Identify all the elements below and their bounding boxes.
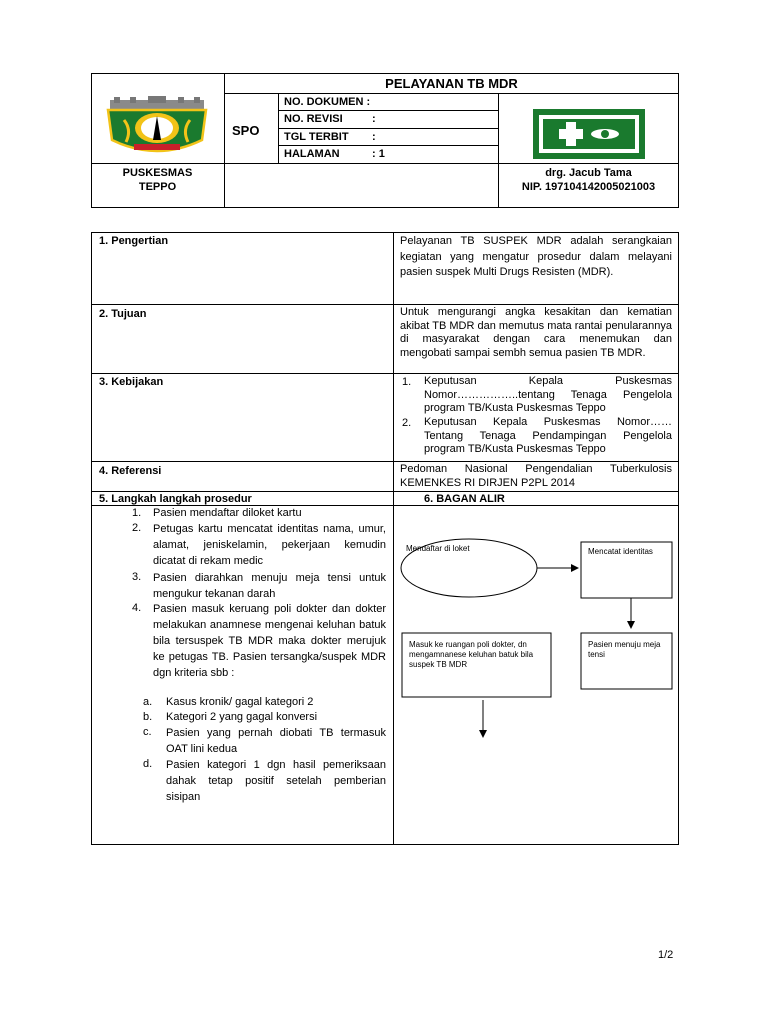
- label-langkah: 5. Langkah langkah prosedur: [99, 493, 252, 505]
- step-item: 2. Petugas kartu mencatat identitas nama, umur, alamat, jeniskelamin, pekerjaan kemudin dicatat di rekam medic: [132, 522, 386, 567]
- page-number: 1/2: [658, 949, 674, 961]
- criteria-item: d. Pasien kategori 1 dgn hasil pemeriksaan dahak tetap positif setelah pemberian sisipan: [143, 758, 386, 803]
- org-name: PUSKESMAS TEPPO: [122, 167, 193, 193]
- flow-label-tensi: Pasien menuju meja tensi: [588, 640, 661, 659]
- doc-field-halaman-value: : 1: [372, 148, 385, 160]
- page-title: PELAYANAN TB MDR: [385, 76, 518, 91]
- doc-field-revisi: NO. REVISI: [284, 113, 343, 125]
- step-item: 1. Pasien mendaftar diloket kartu: [132, 507, 302, 519]
- puskesmas-logo: [533, 109, 645, 159]
- step-item: 4. Pasien masuk keruang poli dokter dan dokter melakukan anamnese mengenai keluhan batuk bila tersuspek TB MDR maka dokter merujuk ke petugas TB. Pasien tersangka/suspek MDR dgn kriteria sbb :: [132, 602, 386, 679]
- criteria-item: a. Kasus kronik/ gagal kategori 2: [143, 696, 314, 708]
- signer-block: drg. Jacub Tama NIP. 197104142005021003: [521, 167, 656, 193]
- doc-field-revisi-value: :: [372, 113, 376, 125]
- kebijakan-item: 2. Keputusan Kepala Puskesmas Nomor…… Tentang Tenaga Pendampingan Pengelola program TB/Kusta Puskesmas Teppo: [402, 416, 672, 455]
- flow-label-identitas: Mencatat identitas: [588, 547, 653, 556]
- text-referensi: Pedoman Nasional Pengendalian Tuberkulosis KEMENKES RI DIRJEN P2PL 2014: [400, 463, 672, 489]
- doc-field-halaman: HALAMAN: [284, 148, 340, 160]
- flow-label-daftar: Mendaftar di loket: [406, 544, 470, 553]
- criteria-item: b. Kategori 2 yang gagal konversi: [143, 711, 318, 723]
- label-pengertian: 1. Pengertian: [99, 235, 169, 247]
- text-tujuan: Untuk mengurangi angka kesakitan dan kematian akibat TB MDR dan memutus mata rantai penularannya di masyarakat dengan cara menemukan dan mengobati sampai sembh semua pasien TB MDR.: [400, 306, 672, 359]
- flow-label-poli: Masuk ke ruangan poli dokter, dn mengamnanese keluhan batuk bila suspek TB MDR: [409, 640, 534, 669]
- label-kebijakan: 3. Kebijakan: [99, 376, 164, 388]
- doc-field-dokumen: NO. DOKUMEN :: [284, 96, 371, 108]
- criteria-item: c. Pasien yang pernah diobati TB termasuk OAT lini kedua: [143, 726, 386, 755]
- step-item: 3. Pasien diarahkan menuju meja tensi untuk mengukur tekanan darah: [132, 571, 386, 600]
- label-referensi: 4. Referensi: [99, 465, 162, 477]
- doc-field-terbit-value: :: [372, 131, 376, 143]
- text-pengertian: Pelayanan TB SUSPEK MDR adalah serangkaian kegiatan yang mengatur prosedur dalam melayani pasien suspek Multi Drugs Resisten (MDR).: [400, 235, 672, 278]
- doc-field-terbit: TGL TERBIT: [284, 131, 349, 143]
- label-bagan: 6. BAGAN ALIR: [424, 493, 505, 505]
- label-tujuan: 2. Tujuan: [99, 308, 147, 320]
- spo-label: SPO: [232, 123, 260, 138]
- regency-emblem: [104, 96, 210, 160]
- kebijakan-item: 1. Keputusan Kepala Puskesmas Nomor……………..tentang Tenaga Pengelola program TB/Kusta Puskesmas Teppo: [402, 375, 672, 414]
